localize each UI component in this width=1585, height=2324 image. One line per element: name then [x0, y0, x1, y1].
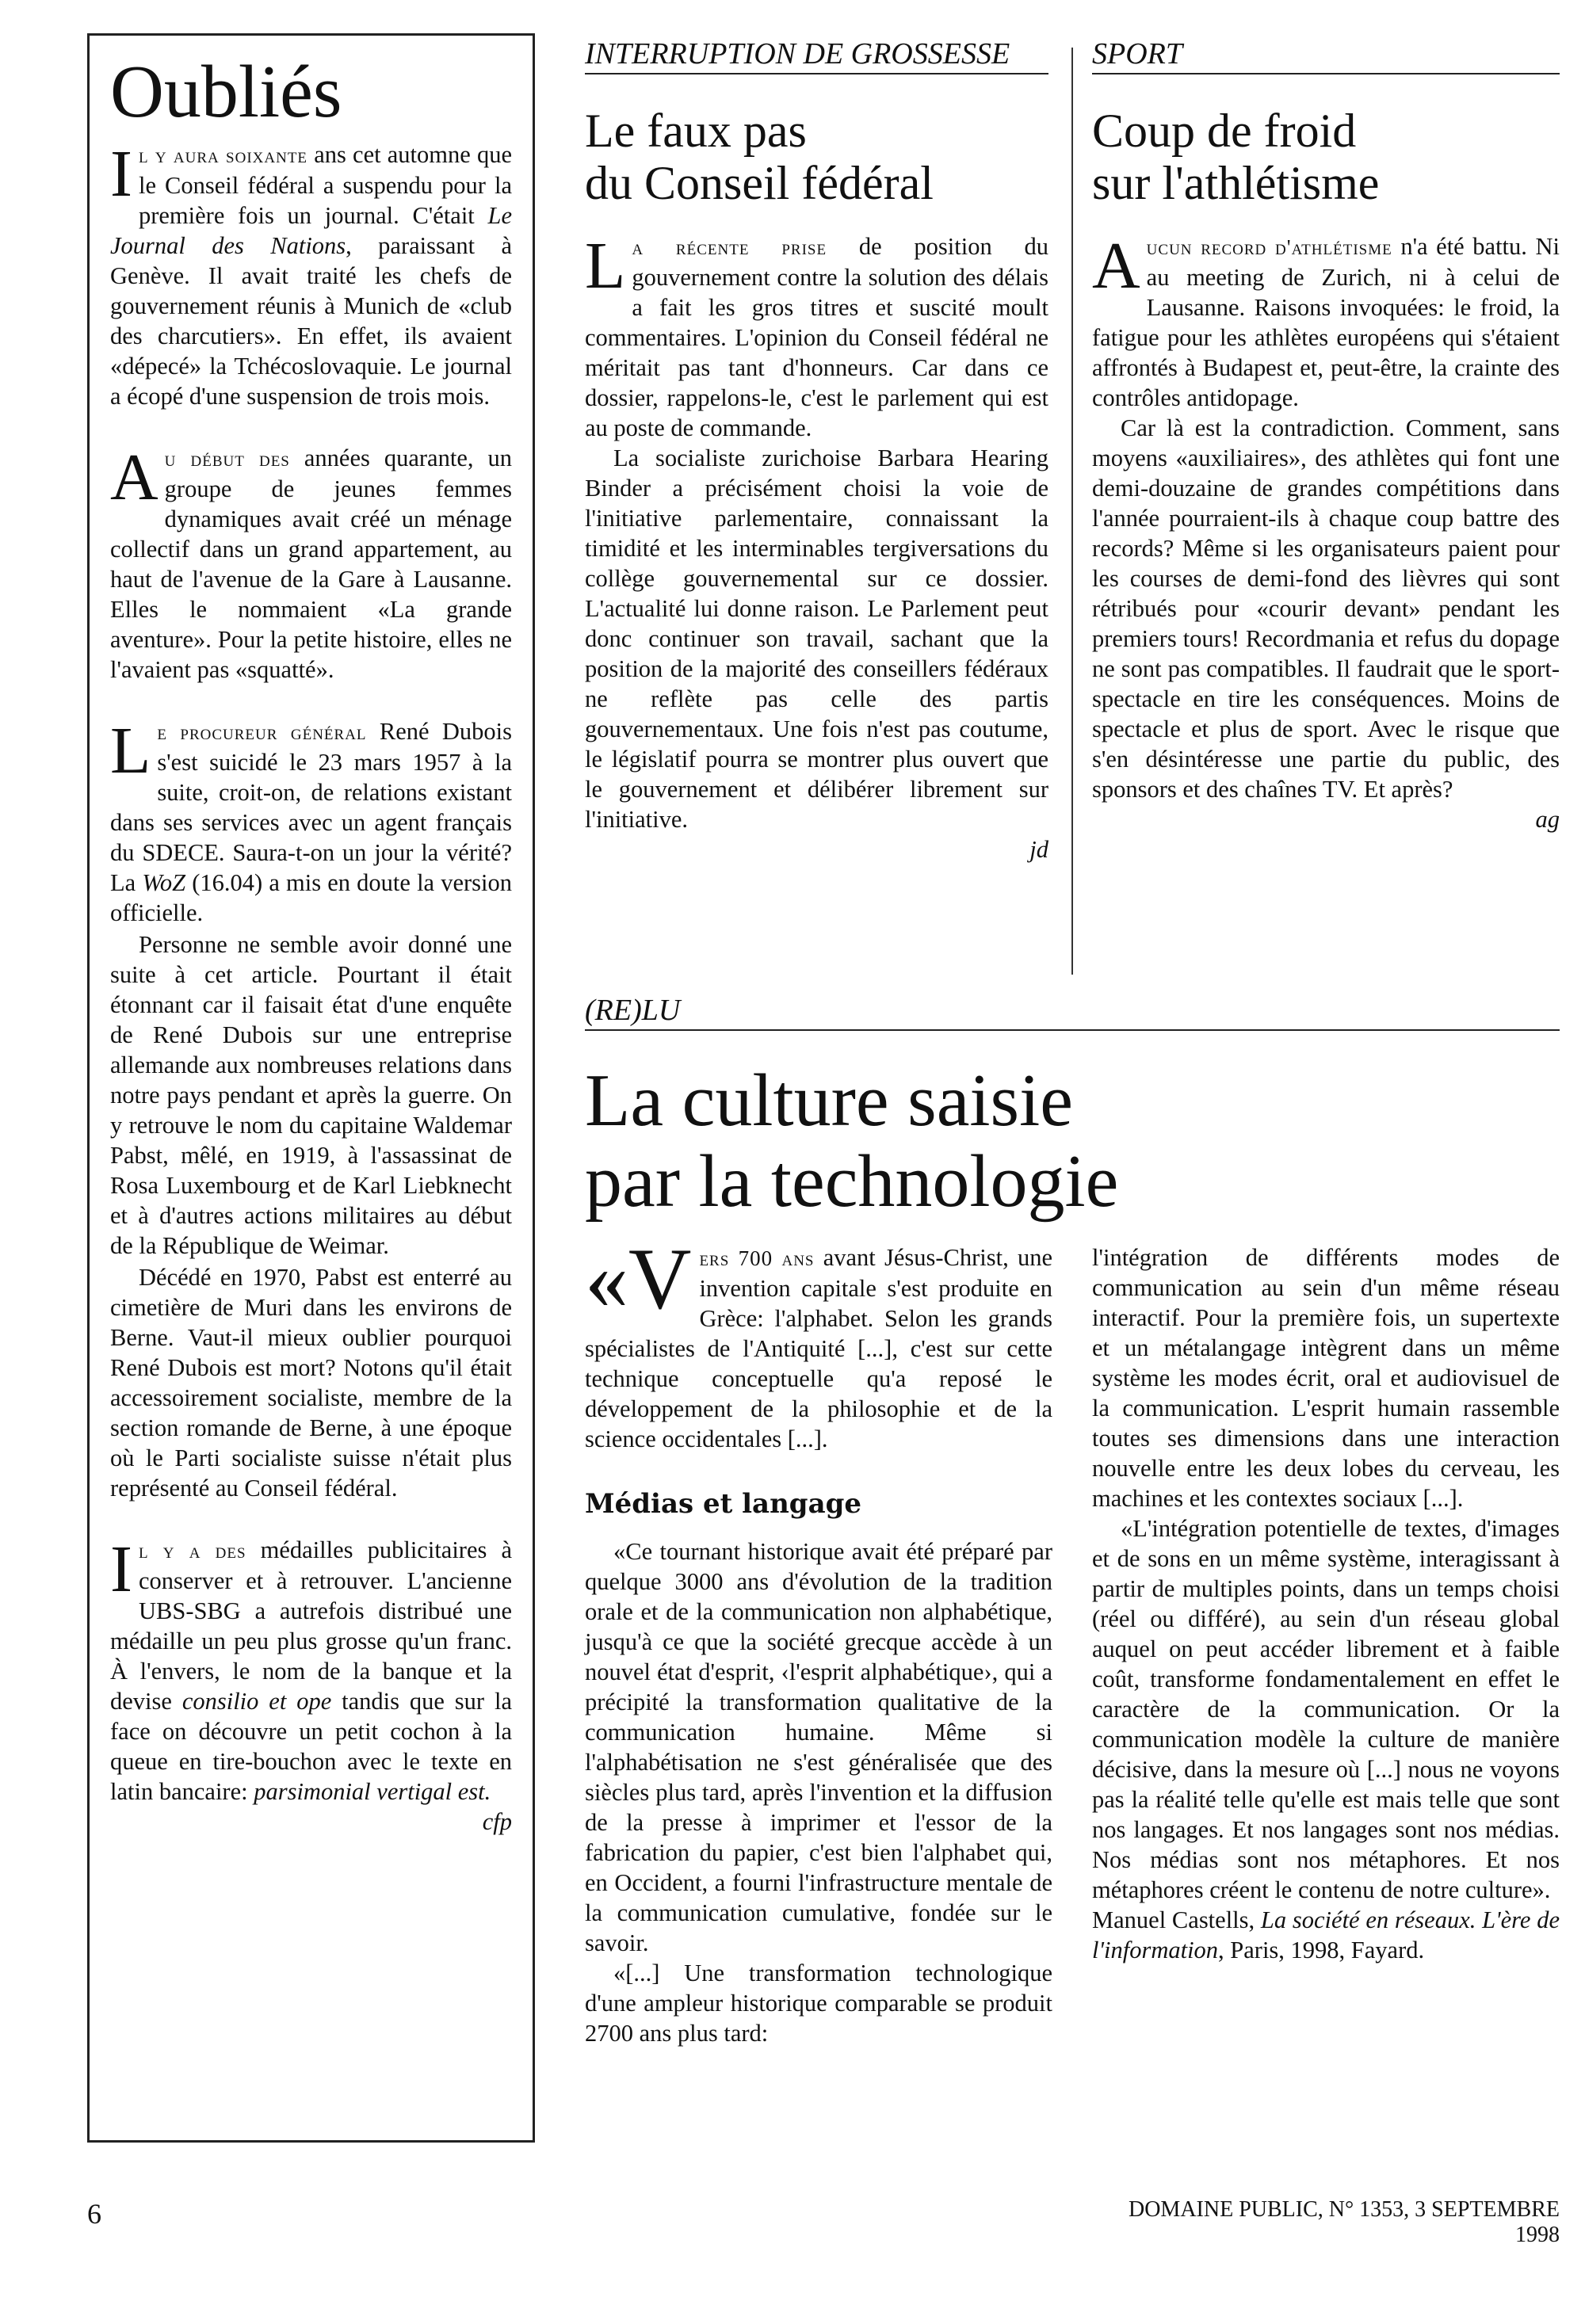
publication-line: DOMAINE PUBLIC, N° 1353, 3 SEPTEMBRE 1998 — [1128, 2197, 1560, 2247]
sidebar-paragraph-3: Le procureur général René Dubois s'est suicidé le 23 mars 1957 à la suite, croit-on, de relations existant dans ses services avec un agent français du SDECE. Saura-t-on un jour la vérité? La WoZ (16.04) a mis en doute la version officielle. — [110, 713, 513, 926]
signature: jd — [1029, 836, 1048, 863]
article-paragraph: La récente prise de position du gouvernement contre la solution des délais a fait les gros titres et suscité moult commentaires. L'opinion du Conseil fédéral ne méritait pas tant d'honneurs. Car dans ce dossier, rappelons-le, c'est le parlement qui est au poste de commande. — [585, 229, 1048, 441]
article-paragraph: Car là est la contradiction. Comment, sans moyens «auxiliaires», des athlètes qui font une demi-douzaine de grandes compétitions dans l'année pourraient-ils à chaque coup battre des records? Même si les organisateurs paient pour les courses de demi-fond des lièvres qui sont rétribués pour «courir devant» pendant les premiers tours! Recordmania et refus du dopage ne sont pas compatibles. Il faudrait que le sport-spectacle en tire les conséquences. Moins de spectacle et plus de sport. Avec le risque que s'en désintéresse une partie du public, des sponsors et des chaînes TV. Et après? — [1092, 414, 1560, 803]
subheading: Médias et langage — [585, 1488, 862, 1520]
signature: ag — [1535, 806, 1560, 833]
sidebar-box — [87, 33, 535, 2143]
headline-faux-pas: Le faux pas du Conseil fédéral — [585, 105, 934, 209]
page-number: 6 — [87, 2198, 101, 2230]
article-paragraph: l'intégration de différents modes de communication au sein d'un même réseau interactif. Pour la première fois, un supertexte et un métalangage intègrent dans un même système les modes écrit, oral et audiovisuel de la communication. L'esprit humain rassemble toutes ses dimensions dans une interaction nouvelle entre les deux lobes du cerveau, les machines et les contextes sociaux [...]. — [1092, 1244, 1560, 1512]
sidebar-paragraph-6: Il y a des médailles publicitaires à conserver et à retrouver. L'ancienne UBS-SBG a autrefois distribué une médaille un peu plus grosse qu'un franc. À l'envers, le nom de la banque et la devise consilio et ope tandis que sur la face on découvre un petit cochon à la queue en tire-bouchon avec le texte en latin bancaire: parsimonial vertigal est. cfp — [110, 1532, 512, 1835]
rubric-interruption: INTERRUPTION DE GROSSESSE — [585, 36, 1048, 74]
article-paragraph: La socialiste zurichoise Barbara Hearing Binder a précisément choisi la voie de l'initiative parlementaire, connaissant la timidité et les interminables tergiversations du collège gouvernemental sur ce dossier. L'actualité lui donne raison. Le Parlement peut donc continuer son travail, sachant que la position de la majorité des conseillers fédéraux ne reflète pas celle des partis gouvernementaux. Une fois n'est pas coutume, le législatif pourra se montrer plus ouvert que le gouvernement et délibérer librement sur l'initiative. — [585, 445, 1048, 833]
sidebar-paragraph-2: Au début des années quarante, un groupe de jeunes femmes dynamiques avait créé un ménage collectif dans un grand appartement, au haut de l'avenue de la Gare à Lausanne. Elles le nommaient «La grande aventure». Pour la petite histoire, elles ne l'avaient pas «squatté». — [110, 440, 512, 683]
article-paragraph: Aucun record d'athlétisme n'a été battu. Ni au meeting de Zurich, ni à celui de Lausanne. Raisons invoquées: le froid, la fatigue pour les athlètes européens qui s'étaient affrontés à Budapest et, peut-être, la crainte des contrôles antidopage. — [1092, 229, 1560, 411]
sidebar-paragraph-5: Décédé en 1970, Pabst est enterré au cimetière de Muri dans les environs de Berne. Vaut-il mieux oublier pourquoi René Dubois est mort? Notons qu'il était accessoirement socialiste, membre de la section romande de Berne, à une époque où le Parti socialiste suisse n'était plus représenté au Conseil fédéral. — [110, 1263, 512, 1502]
article-culture-col-1 — [585, 1231, 1052, 2048]
article-culture-col-2 — [1092, 1242, 1560, 1965]
article-coup-de-froid-body — [1092, 231, 1560, 834]
sidebar-title: Oubliés — [110, 51, 342, 133]
headline-culture-saisie: La culture saisie par la technologie — [585, 1059, 1119, 1223]
article-faux-pas-body — [585, 231, 1048, 864]
sidebar-paragraph-4: Personne ne semble avoir donné une suite à cet article. Pourtant il était étonnant car il faisait état d'une enquête de René Dubois sur une entreprise allemande aux nombreuses relations dans notre pays pendant et après la guerre. On y retrouve le nom du capitaine Waldemar Pabst, mêlé, en 1919, à l'assassinat de Rosa Luxembourg et de Karl Liebknecht et à d'autres actions militaires au début de la République de Weimar. — [110, 930, 512, 1259]
reference: Manuel Castells, La société en réseaux. L'ère de l'information, Paris, 1998, Fayard. — [1092, 1906, 1560, 1963]
signature: cfp — [482, 1807, 512, 1835]
article-paragraph: «[...] Une transformation technologique d'une ampleur historique comparable se produit 2700 ans plus tard: — [585, 1960, 1052, 2047]
headline-coup-de-froid: Coup de froid sur l'athlétisme — [1092, 105, 1380, 209]
article-paragraph: «V ers 700 ans avant Jésus-Christ, une invention capitale s'est produite en Grèce: l'alphabet. Selon les grands spécialistes de l'Antiquité [...], c'est sur cette technique conceptuelle qu'a reposé le développement de la philosophie et de la science occidentales [...]. — [585, 1231, 1052, 1452]
article-paragraph: «L'intégration potentielle de textes, d'images et de sons en un même système, interagissant à partir de multiples points, dans un temps choisi (réel ou différé), au sein d'un réseau global auquel on peut accéder librement et à faible coût, transforme fondamentalement en effet le caractère de la communication. Or la communication modèle la culture de manière décisive, dans la mesure où [...] nous ne voyons pas la réalité telle qu'elle est mais telle que sont nos langages. Et nos langages sont nos médias. Nos médias sont nos métaphores. Et nos métaphores créent le contenu de notre culture». — [1092, 1515, 1560, 1903]
column-divider — [1071, 48, 1073, 975]
rubric-sport: SPORT — [1092, 36, 1560, 74]
article-paragraph: «Ce tournant historique avait été préparé par quelque 3000 ans d'évolution de la tradition orale et de la communication non alphabétique, jusqu'à ce que la société grecque accède à un nouvel état d'esprit, ‹l'esprit alphabétique›, qui a précipité la transformation qualitative de la communication humaine. Même si l'alphabétisation ne s'est généralisée que des siècles plus tard, après l'invention et la diffusion de la presse à imprimer et l'essor de la fabrication du papier, c'est bien l'alphabet qui, en Occident, a fourni l'infrastructure mentale de la communication cumulative, fondée sur le savoir. — [585, 1538, 1052, 1956]
sidebar-paragraph-1: Il y aura soixante ans cet automne que le Conseil fédéral a suspendu pour la première fois un journal. C'était Le Journal des Nations, paraissant à Genève. Il avait traité les chefs de gouvernement réunis à Munich de «club des charcutiers». En effet, ils avaient «dépecé» la Tchécoslovaquie. Le journal a écopé d'une suspension de trois mois. — [110, 136, 513, 410]
rubric-relu: (RE)LU — [585, 993, 1560, 1031]
